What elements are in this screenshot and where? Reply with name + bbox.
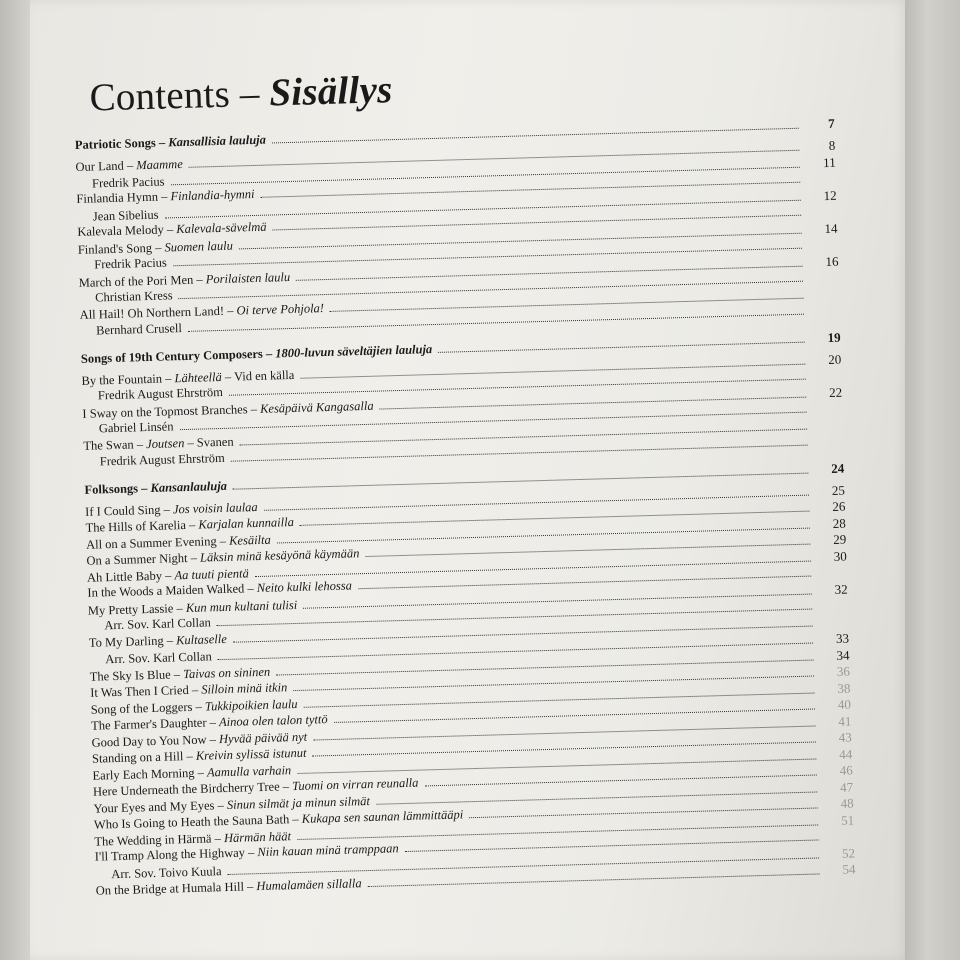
- page-number: 22: [828, 384, 843, 400]
- song-title-english: Here Underneath the Birdcherry Tree: [92, 779, 280, 799]
- page-number: [806, 182, 836, 183]
- song-title-swedish: – Vid en källa: [221, 367, 295, 384]
- page-number: 41: [838, 713, 852, 729]
- song-title-english: I'll Tramp Along the Highway: [94, 845, 246, 864]
- song-title-finnish: Tuomi on virran reunalla: [291, 775, 419, 794]
- page-number: [812, 379, 842, 380]
- section-title-separator: –: [137, 480, 151, 495]
- song-title-english: In the Woods a Maiden Walked: [87, 581, 245, 600]
- arranger-name: Fredrik Pacius: [91, 173, 165, 190]
- song-title-english: All on a Summer Evening: [85, 533, 217, 552]
- desk-background: [0, 0, 34, 960]
- song-title-english: On the Bridge at Humala Hill: [95, 879, 245, 898]
- song-title-english: If I Could Sing: [84, 502, 161, 519]
- song-title-english: March of the Pori Men: [78, 272, 194, 290]
- page-number: [814, 445, 844, 446]
- entry-title: [84, 451, 225, 470]
- song-title-english: On a Summer Night: [86, 550, 188, 568]
- title-separator: –: [206, 731, 220, 747]
- song-title-finnish: Karjalan kunnailla: [198, 514, 295, 532]
- section-title-separator: –: [155, 135, 169, 150]
- entry-title: [89, 631, 227, 650]
- song-title-english: My Pretty Lassie: [87, 600, 174, 618]
- arranger-name: Arr. Sov. Karl Collan: [105, 649, 212, 667]
- song-title-english: It Was Then I Cried: [90, 682, 189, 700]
- song-title-english: Ah Little Baby: [86, 568, 163, 585]
- title-separator: –: [133, 436, 147, 451]
- page-number: 38: [837, 680, 851, 696]
- song-title-finnish: Maamme: [136, 156, 183, 173]
- title-separator: –: [163, 632, 177, 648]
- page-number: 30: [833, 548, 847, 564]
- title-separator: –: [188, 682, 202, 697]
- section-title-english: Patriotic Songs: [74, 135, 157, 152]
- title-finnish: Sisällys: [268, 68, 393, 115]
- page-number: [808, 248, 838, 249]
- song-title-finnish: Kukapa sen saunan lämmittääpi: [301, 807, 464, 826]
- page-number: 40: [837, 696, 852, 712]
- arranger-name: Arr. Sov. Karl Collan: [104, 615, 211, 633]
- toc-section: [75, 116, 840, 341]
- song-title-english: Kalevala Melody: [77, 222, 164, 239]
- page-number: [809, 297, 839, 298]
- page-number: 51: [840, 811, 855, 828]
- song-title-english: Good Day to You Now: [91, 732, 207, 750]
- song-title-finnish: Sinun silmät ja minun silmät: [226, 793, 371, 812]
- song-title-finnish: Aa tuuti pientä: [174, 565, 249, 582]
- entry-title: [88, 615, 211, 633]
- title-separator: –: [123, 158, 137, 173]
- page-number: 20: [827, 351, 842, 367]
- page-number: 33: [835, 630, 850, 646]
- page-number: [825, 839, 855, 840]
- entry-title: [79, 288, 173, 306]
- page-number: 8: [828, 137, 836, 153]
- title-separator: –: [170, 666, 184, 681]
- song-title-finnish: Tukkipoikien laulu: [204, 696, 298, 714]
- arranger-name: Christian Kress: [95, 288, 173, 305]
- title-separator: –: [161, 567, 175, 583]
- song-title-finnish: Joutsen: [145, 435, 185, 451]
- song-title-english: Our Land: [75, 158, 124, 174]
- table-of-contents: [75, 116, 856, 899]
- song-title-finnish: Jos voisin laulaa: [172, 499, 258, 516]
- page-number: [819, 625, 849, 626]
- section-title-finnish: Kansanlauluja: [150, 478, 228, 495]
- toc-section: [84, 460, 855, 899]
- title-english: Contents: [89, 72, 231, 120]
- page-number: 47: [839, 778, 854, 795]
- title-separator: –: [229, 71, 271, 116]
- title-separator: –: [223, 303, 237, 318]
- page-number: 29: [833, 531, 847, 547]
- page-number: 19: [827, 329, 841, 345]
- title-separator: –: [244, 581, 257, 596]
- arranger-name: Jean Sibelius: [92, 207, 159, 223]
- arranger-name: Gabriel Linsén: [98, 419, 174, 436]
- title-separator: –: [185, 517, 199, 533]
- dot-leader: [438, 341, 804, 352]
- page-number: 32: [834, 581, 848, 597]
- song-title-finnish: Niin kauan minä tramppaan: [257, 841, 399, 860]
- song-title-english: I Sway on the Topmost Branches: [82, 401, 248, 421]
- page-title: [89, 55, 834, 121]
- page-number: 7: [827, 115, 835, 131]
- song-title-finnish: Silloin minä itkin: [201, 680, 288, 697]
- page-number: [813, 428, 843, 429]
- book-page-edge: [905, 0, 960, 960]
- song-title-finnish: Kesäilta: [228, 532, 271, 548]
- song-title-english: By the Fountain: [81, 371, 163, 388]
- arranger-name: Fredrik August Ehrström: [97, 384, 224, 403]
- page-number: 36: [836, 663, 851, 679]
- entry-title: [78, 255, 167, 272]
- song-title-finnish: Porilaisten laulu: [205, 269, 291, 286]
- page-number: 28: [832, 515, 846, 531]
- title-separator: –: [247, 401, 261, 416]
- song-title-english: The Farmer's Daughter: [90, 715, 207, 733]
- section-title: [84, 478, 227, 497]
- page-number: 46: [839, 762, 853, 778]
- song-title-finnish: Oi terve Pohjola!: [236, 300, 325, 318]
- entry-title: [83, 419, 174, 437]
- title-separator: –: [160, 501, 174, 517]
- song-title-english: Your Eyes and My Eyes: [93, 797, 215, 816]
- song-title-finnish: Härmän häät: [223, 828, 292, 845]
- song-title-finnish: Aamulla varhain: [206, 762, 292, 780]
- song-title-english: The Wedding in Härmä: [94, 830, 212, 849]
- song-title-finnish: Suomen laulu: [164, 238, 234, 254]
- page-number: [810, 314, 840, 315]
- entry-title: [77, 207, 159, 224]
- section-title-english: Folksongs: [84, 480, 139, 497]
- page-number: 16: [825, 253, 839, 269]
- song-title-finnish: Finlandia-hymni: [170, 186, 255, 204]
- section-title: [81, 342, 433, 367]
- song-title-english: Song of the Loggers: [90, 699, 193, 717]
- title-separator: –: [211, 830, 225, 845]
- page-number: [809, 281, 839, 282]
- title-separator: –: [161, 370, 175, 386]
- title-separator: –: [163, 222, 177, 237]
- song-title-finnish: Ainoa olen talon tyttö: [218, 712, 328, 730]
- section-title-english: Songs of 19th Century Composers: [80, 346, 263, 366]
- arranger-name: Fredrik Pacius: [94, 255, 168, 272]
- page-number: 26: [832, 498, 846, 514]
- page-number: 48: [840, 795, 854, 811]
- title-separator: –: [151, 240, 165, 255]
- section-title: [75, 133, 266, 153]
- page-number: 11: [822, 154, 836, 170]
- section-title-separator: –: [262, 345, 276, 361]
- title-separator: –: [216, 533, 230, 548]
- page-number: 44: [839, 745, 853, 762]
- title-separator: –: [173, 600, 187, 615]
- toc-section: [81, 329, 844, 471]
- section-title-finnish: 1800-luvun säveltäjien lauluja: [275, 341, 433, 360]
- title-separator: –: [194, 765, 208, 780]
- song-title-finnish: Neito kulki lehossa: [256, 578, 353, 596]
- section-title-finnish: Kansallisia lauluja: [168, 132, 267, 150]
- page-number: 34: [836, 647, 850, 663]
- song-title-english: The Hills of Karelia: [85, 518, 187, 535]
- song-title-finnish: Kesäpäivä Kangasalla: [259, 398, 374, 416]
- song-title-english: The Swan: [83, 436, 134, 453]
- title-separator: –: [243, 879, 257, 894]
- song-title-english: Finland's Song: [77, 240, 153, 257]
- title-separator: –: [206, 715, 220, 730]
- song-title-finnish: Lähteellä: [174, 369, 222, 385]
- contents-page: [72, 19, 856, 899]
- title-separator: –: [183, 748, 197, 764]
- page-number: 43: [838, 729, 852, 745]
- page-number: 52: [841, 844, 856, 861]
- entry-title: [80, 321, 182, 339]
- title-separator: –: [192, 699, 206, 714]
- page-number: 25: [831, 482, 846, 498]
- title-separator: –: [187, 550, 201, 565]
- title-separator: –: [244, 845, 258, 860]
- song-title-swedish: – Svanen: [184, 434, 234, 450]
- song-title-finnish: Hyvää päivää nyt: [218, 729, 308, 746]
- title-separator: –: [289, 811, 302, 827]
- song-title-english: The Sky Is Blue: [89, 666, 171, 684]
- song-title-english: Early Each Morning: [92, 765, 195, 783]
- page-number: [818, 609, 848, 610]
- arranger-name: Arr. Sov. Toivo Kuula: [111, 863, 222, 881]
- song-title-finnish: Läksin minä kesäyönä käymään: [199, 546, 360, 565]
- song-title-finnish: Kultaselle: [175, 631, 227, 647]
- song-title-finnish: Kun mun kultani tulisi: [185, 597, 298, 615]
- song-title-english: All Hail! Oh Northern Land!: [79, 303, 225, 322]
- page-number: [813, 412, 843, 413]
- song-title-finnish: Kreivin sylissä istunut: [195, 745, 307, 763]
- song-title-finnish: Kalevala-sävelmä: [176, 219, 267, 237]
- song-title-finnish: Taivas on sininen: [182, 664, 271, 681]
- entry-title: [76, 174, 165, 191]
- page-number: 14: [824, 220, 838, 236]
- arranger-name: Fredrik August Ehrström: [99, 450, 225, 469]
- song-title-finnish: Humalamäen sillalla: [256, 876, 362, 894]
- title-separator: –: [279, 779, 293, 794]
- page-number: 24: [831, 460, 845, 476]
- arranger-name: Bernhard Crusell: [95, 321, 183, 338]
- song-title-english: Standing on a Hill: [91, 749, 184, 766]
- title-separator: –: [193, 271, 206, 287]
- title-separator: –: [214, 797, 228, 812]
- page-number: [817, 576, 847, 577]
- page-number: 54: [842, 861, 856, 877]
- song-title-english: Finlandia Hymn: [76, 189, 159, 206]
- page-number: 12: [823, 187, 837, 203]
- entry-title: [75, 157, 183, 175]
- page-number: [807, 215, 837, 216]
- title-separator: –: [157, 189, 171, 204]
- song-title-english: To My Darling: [88, 633, 164, 650]
- song-title-english: Who Is Going to Heath the Sauna Bath: [93, 812, 290, 832]
